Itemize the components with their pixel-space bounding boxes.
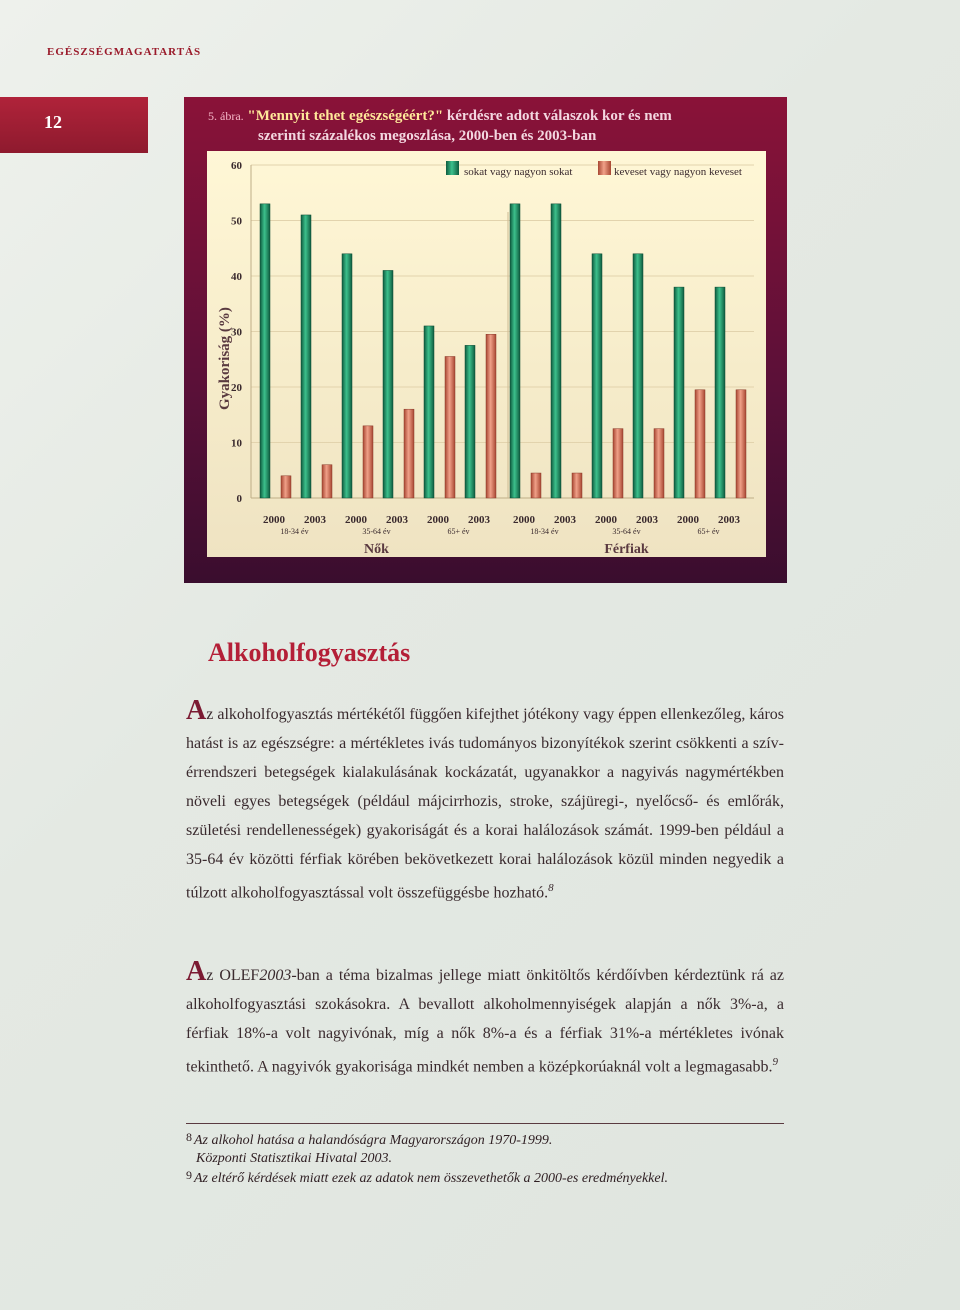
y-tick-label: 20	[231, 382, 242, 394]
bar	[736, 390, 746, 498]
y-tick-label: 40	[231, 271, 242, 283]
page-number: 12	[44, 112, 62, 132]
x-tick-label: 2003	[636, 514, 658, 526]
x-tick-label: 2003	[304, 514, 326, 526]
bar	[445, 356, 455, 498]
x-tick-label: 2003	[468, 514, 490, 526]
footnote-9	[186, 1166, 786, 1188]
bar	[465, 345, 475, 498]
bar	[322, 465, 332, 498]
legend-label-salmon: keveset vagy nagyon keveset	[614, 166, 742, 178]
bar	[510, 204, 520, 498]
x-tick-label: 2000	[263, 514, 285, 526]
bar	[531, 473, 541, 498]
gender-label: Férfiak	[604, 542, 649, 557]
y-axis-title: Gyakoriság (%)	[217, 307, 233, 410]
article-heading: Alkoholfogyasztás	[208, 638, 411, 667]
bar	[383, 270, 393, 498]
bar-chart	[0, 0, 960, 600]
figure-title-quote: "Mennyit tehet egészségéért?"	[247, 108, 444, 124]
age-group-label: 65+ év	[697, 527, 720, 536]
bar	[592, 254, 602, 498]
x-tick-label: 2003	[718, 514, 740, 526]
gender-label: Nők	[364, 542, 389, 557]
y-tick-label: 0	[236, 493, 242, 505]
bar	[572, 473, 582, 498]
bar	[486, 334, 496, 498]
age-group-label: 18-34 év	[280, 527, 309, 536]
paragraph-2-text-b: -ban a téma bizalmas jellege miatt önkitöltős kérdőívben kérdeztünk rá az alkoholfogyasztási szokásokra. A bevallott alkoholmennyiségek alapján a nők 3%-a, a férfiak 18%-a volt nagyivónak, míg a nők 8%-a és a férfiak 31%-a mértékletes ivónak tekinthető. A nagyivók gyakorisága mindkét nemben a középkorúaknál volt a legmagasabb.	[186, 967, 784, 1076]
bar	[404, 409, 414, 498]
bar	[633, 254, 643, 498]
paragraph-2	[186, 956, 784, 1081]
x-tick-label: 2000	[427, 514, 449, 526]
section-label: EGÉSZSÉGMAGATARTÁS	[47, 46, 202, 58]
age-group-label: 18-34 év	[530, 527, 559, 536]
drop-cap: A	[186, 956, 207, 987]
x-tick-label: 2000	[595, 514, 617, 526]
legend-swatch-salmon	[598, 161, 611, 175]
paragraph-1	[186, 695, 784, 907]
x-tick-label: 2000	[677, 514, 699, 526]
bar	[674, 287, 684, 498]
x-tick-label: 2000	[345, 514, 367, 526]
bar	[613, 429, 623, 498]
age-group-label: 35-64 év	[362, 527, 391, 536]
figure-number: 5. ábra.	[208, 109, 244, 123]
bar	[301, 215, 311, 498]
drop-cap: A	[186, 695, 207, 726]
footnote-ref-9: 9	[772, 1056, 779, 1068]
figure-title-line1: kérdésre adott válaszok kor és nem	[443, 108, 672, 124]
y-tick-label: 30	[231, 326, 242, 339]
bar	[342, 254, 352, 498]
footnote-8-number: 8	[186, 1130, 192, 1144]
bar	[424, 326, 434, 498]
footnote-divider	[186, 1123, 784, 1124]
paragraph-2-text-a: z OLEF	[206, 967, 260, 984]
bar	[695, 390, 705, 498]
y-tick-label: 10	[231, 437, 242, 450]
y-tick-label: 50	[231, 215, 242, 228]
y-tick-label: 60	[231, 160, 242, 172]
bar	[281, 476, 291, 498]
footnote-8	[186, 1128, 786, 1168]
age-group-label: 35-64 év	[612, 527, 641, 536]
legend-label-green: sokat vagy nagyon sokat	[464, 166, 573, 178]
figure-title-line2: szerinti százalékos megoszlása, 2000-ben és 2003-ban	[258, 128, 597, 144]
legend-swatch-green	[446, 161, 459, 175]
footnote-8-line2: Központi Statisztikai Hivatal 2003.	[196, 1151, 393, 1166]
paragraph-1-text: z alkoholfogyasztás mértékétől függően kifejthet jótékony vagy éppen ellenkezőleg, káros hatást is az egészségre: a mértékletes ivás tudományos bizonyítékok szerint csökkenti a szív-érrendszeri betegségek kialakulásának kockázatát, ugyanakkor a nagyivás nagymértékben növeli egyes betegségek (például májcirrhozis, stroke, szájüregi-, nyelőcső- és emlőrák, születési rendellenességek) gyakoriságát és a korai halálozások számát. 1999-ben például a 35-64 év közötti férfiak körében bekövetkezett korai halálozások közül minden negyedik a túlzott alkoholfogyasztással volt összefüggésbe hozható.	[186, 706, 784, 902]
bar	[654, 429, 664, 498]
age-group-label: 65+ év	[447, 527, 470, 536]
footnote-9-number: 9	[186, 1168, 192, 1182]
paragraph-2-year: 2003	[259, 967, 292, 984]
x-tick-label: 2003	[386, 514, 408, 526]
x-tick-label: 2000	[513, 514, 535, 526]
footnote-8-line1: Az alkohol hatása a halandóságra Magyarországon 1970-1999.	[194, 1133, 553, 1148]
bar	[551, 204, 561, 498]
bar	[363, 426, 373, 498]
footnote-9-line1: Az eltérő kérdések miatt ezek az adatok nem összevethetők a 2000-es eredményekkel.	[194, 1171, 669, 1186]
x-tick-label: 2003	[554, 514, 576, 526]
bar	[260, 204, 270, 498]
bar	[715, 287, 725, 498]
footnote-ref-8: 8	[548, 882, 554, 894]
